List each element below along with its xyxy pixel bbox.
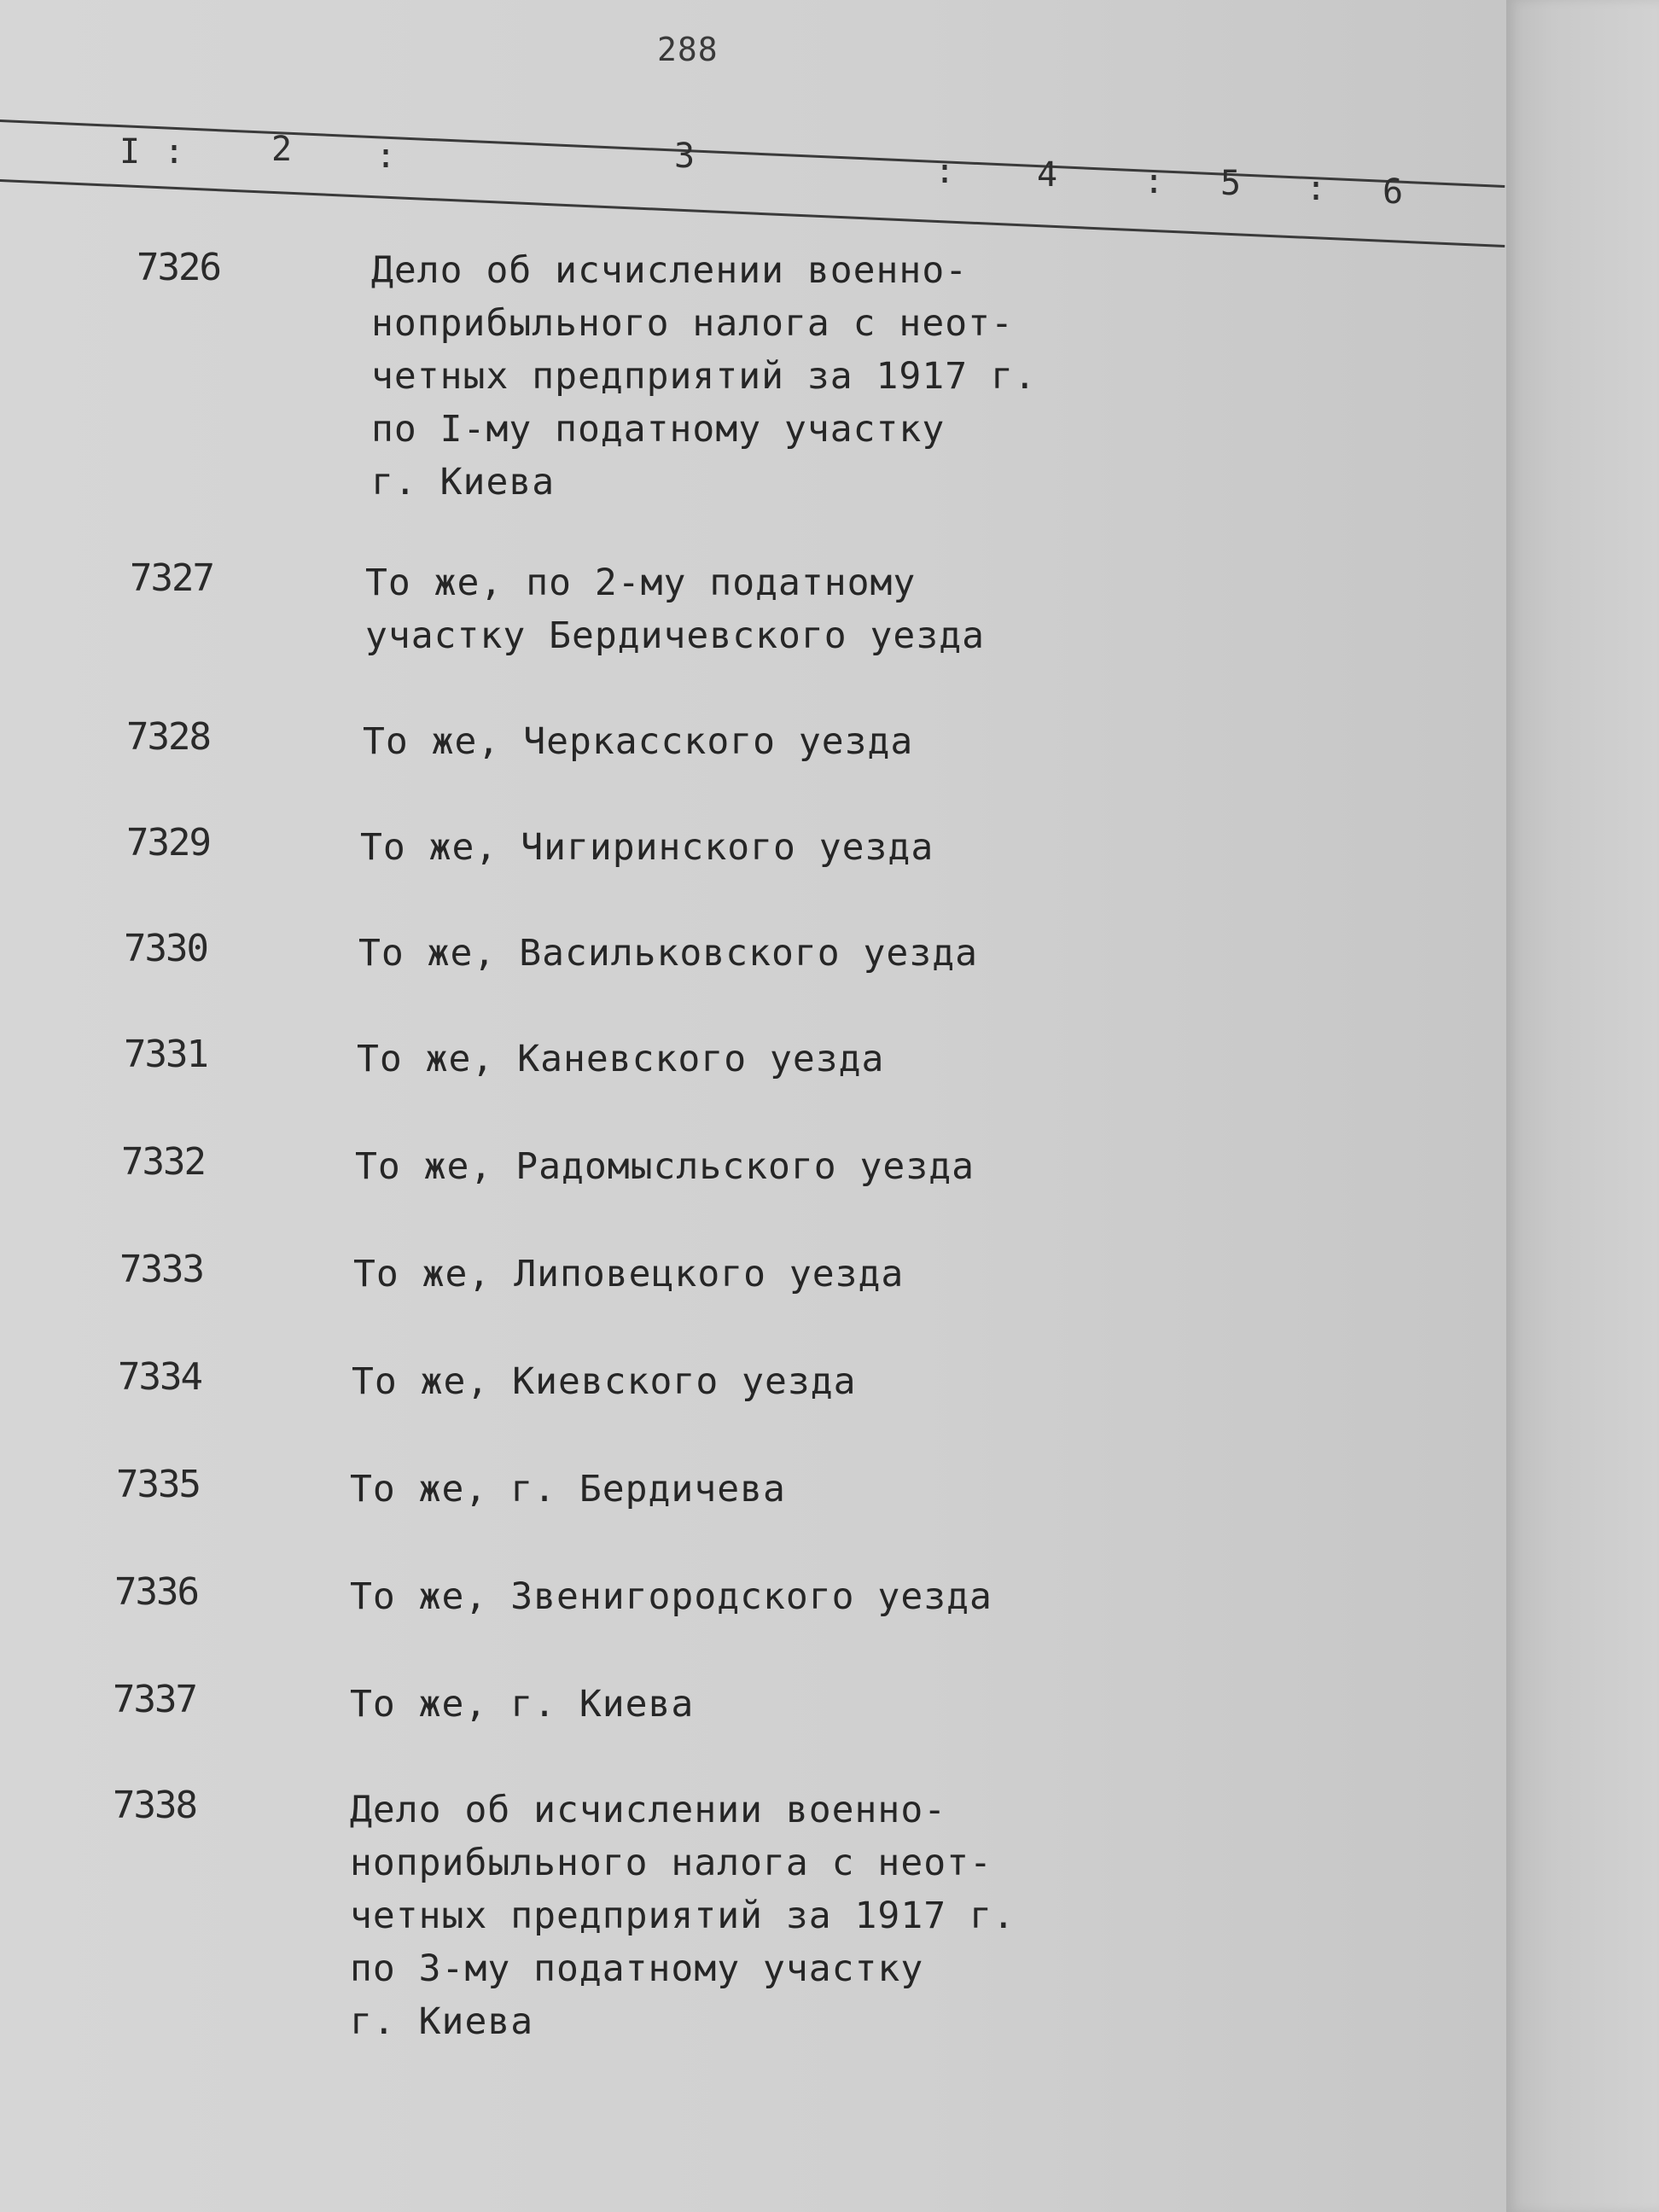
entry-number: 7328 xyxy=(126,715,210,759)
entry-description: То же, Васильковского уезда xyxy=(358,932,978,975)
entry-description: То же, Липовецкого уезда xyxy=(353,1253,905,1295)
column-separator: : xyxy=(1306,169,1327,208)
entry-description: То же, Звенигородского уезда xyxy=(350,1575,992,1618)
entry-description: То же, г. Бердичева xyxy=(350,1468,786,1511)
entry-number: 7338 xyxy=(113,1784,196,1827)
entry-description: То же, г. Киева xyxy=(350,1683,695,1726)
entry-description: То же, Каневского уезда xyxy=(357,1038,885,1080)
column-header-5: 5 xyxy=(1220,164,1242,203)
entry-number: 7329 xyxy=(126,821,210,864)
column-header-4: 4 xyxy=(1037,155,1058,195)
entry-description: То же, Черкасского уезда xyxy=(363,720,914,763)
entry-number: 7332 xyxy=(121,1140,205,1184)
entry-description: То же, по 2-му податному участку Бердичевского уезда xyxy=(365,562,985,657)
entry-description: То же, Киевского уезда xyxy=(352,1360,857,1403)
entry-number: 7331 xyxy=(124,1033,207,1076)
column-separator: : xyxy=(934,152,956,191)
entry-number: 7335 xyxy=(116,1463,200,1506)
page-number: 288 xyxy=(657,31,719,68)
entry-number: 7326 xyxy=(137,246,220,289)
column-separator: : xyxy=(164,132,185,172)
column-header-2: 2 xyxy=(271,130,293,169)
entry-number: 7336 xyxy=(114,1570,198,1614)
entry-description: Дело об исчислении военно- ноприбыльного налога с неот- четных предприятий за 1917 г. по 3-му податному участку г. Киева xyxy=(350,1789,1016,2043)
header-bottom-rule xyxy=(0,179,1505,247)
column-separator: : xyxy=(375,137,397,176)
column-header-3: 3 xyxy=(674,137,696,176)
entry-description: Дело об исчислении военно- ноприбыльного налога с неот- четных предприятий за 1917 г. по I-му податному участку г. Киева xyxy=(371,249,1037,504)
entry-number: 7327 xyxy=(130,556,213,600)
entry-number: 7337 xyxy=(113,1678,196,1721)
entry-description: То же, Радомысльского уезда xyxy=(355,1145,975,1188)
column-header-6: 6 xyxy=(1382,172,1404,212)
header-top-rule xyxy=(0,119,1505,188)
page-edge-shadow xyxy=(1506,0,1659,2212)
entry-number: 7333 xyxy=(119,1248,203,1291)
column-separator: : xyxy=(1144,162,1165,201)
entry-number: 7330 xyxy=(124,927,207,970)
entry-description: То же, Чигиринского уезда xyxy=(360,826,934,869)
column-header-1: I xyxy=(119,132,141,172)
entry-number: 7334 xyxy=(118,1355,201,1399)
